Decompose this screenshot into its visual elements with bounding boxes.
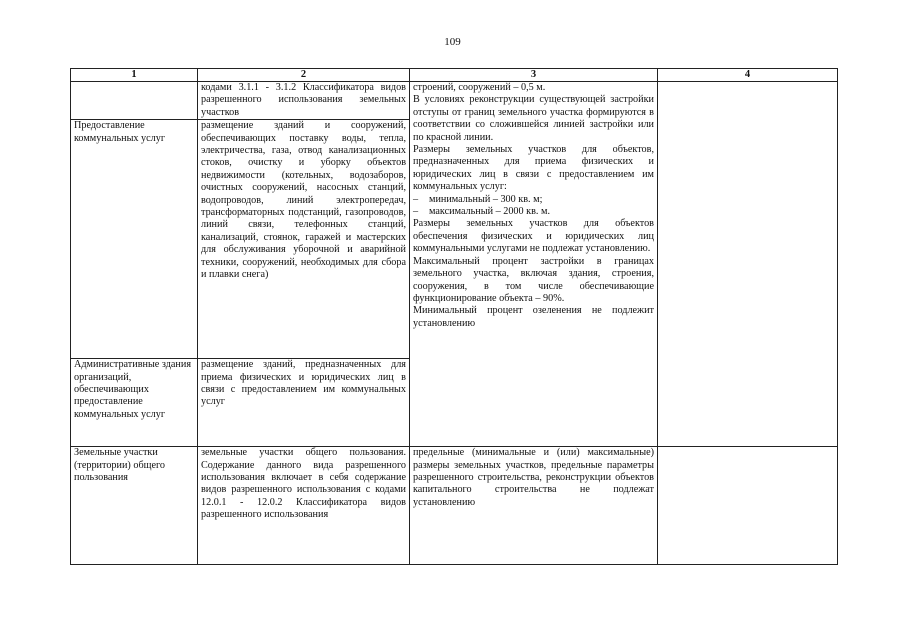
header-col-2: 2 bbox=[198, 69, 410, 82]
use-name-cell bbox=[71, 82, 198, 120]
list-item-text: минимальный – 300 кв. м; bbox=[429, 193, 543, 205]
notes-cell bbox=[658, 82, 838, 447]
use-description-cell: размещение зданий и сооружений, обеспечивающих поставку воды, тепла, электричества, газа, отвод канализационных стоков, очистку и уборку объектов недвижимости (котельных, водозаборов, очистных сооружений, насосных станций, водопроводов, линий электропередач, трансформаторных подстанций, газопроводов, линий связи, телефонных станций, канализаций, стоянок, гаражей и мастерских для обслуживания уборочной и аварийной техники, сооружений, необходимых для сбора и плавки снега) bbox=[198, 120, 410, 359]
header-col-4: 4 bbox=[658, 69, 838, 82]
parameters-paragraph: Размеры земельных участков для объектов, предназначенных для приема физических и юридических лиц в связи с предоставлением им коммунальных услуг: bbox=[413, 144, 654, 193]
parameters-cell bbox=[410, 82, 658, 447]
parameters-paragraph: Минимальный процент озеленения не подлежит установлению bbox=[413, 305, 654, 329]
parameters-paragraph: строений, сооружений – 0,5 м. bbox=[413, 82, 546, 93]
dash-mark: – bbox=[413, 193, 419, 205]
list-item bbox=[413, 194, 654, 206]
notes-cell bbox=[658, 447, 838, 565]
dash-mark: – bbox=[413, 206, 419, 218]
regulations-table bbox=[70, 68, 838, 565]
list-item bbox=[413, 206, 654, 218]
parameters-cell: предельные (минимальные и (или) максимальные) размеры земельных участков, предельные параметры разрешенного строительства, реконструкции объектов капитального строительства не подлежат установлению bbox=[410, 447, 658, 565]
use-description-cell: размещение зданий, предназначенных для приема физических и юридических лиц в связи с предоставлением им коммунальных услуг bbox=[198, 359, 410, 447]
parameters-paragraph: В условиях реконструкции существующей застройки отступы от границ земельного участка формируются в соответствии со сложившейся линией застройки или по красной линии. bbox=[413, 94, 654, 143]
header-col-1: 1 bbox=[71, 69, 198, 82]
table-row bbox=[71, 82, 838, 120]
page-number: 109 bbox=[444, 36, 461, 48]
use-name-cell: Административные здания организаций, обеспечивающих предоставление коммунальных услуг bbox=[71, 359, 198, 447]
header-col-3: 3 bbox=[410, 69, 658, 82]
parameters-paragraph: Размеры земельных участков для объектов обеспечения физических и юридических лиц коммунальными услугами не подлежат установлению. bbox=[413, 218, 654, 255]
use-name-cell: Земельные участки (территории) общего пользования bbox=[71, 447, 198, 565]
table-row bbox=[71, 447, 838, 565]
use-description-cell: кодами 3.1.1 - 3.1.2 Классификатора видов разрешенного использования земельных участков bbox=[198, 82, 410, 120]
header-row bbox=[71, 69, 838, 82]
use-name-cell: Предоставление коммунальных услуг bbox=[71, 120, 198, 359]
use-description-cell: земельные участки общего пользования. Содержание данного вида разрешенного использования включает в себя содержание видов разрешенного использования с кодами 12.0.1 - 12.0.2 Классификатора видов разрешенного использования bbox=[198, 447, 410, 565]
parameters-paragraph: Максимальный процент застройки в границах земельного участка, включая здания, строения, сооружения, в том числе обеспечивающие функционирование объекта – 90%. bbox=[413, 255, 654, 304]
list-item-text: максимальный – 2000 кв. м. bbox=[429, 206, 550, 218]
